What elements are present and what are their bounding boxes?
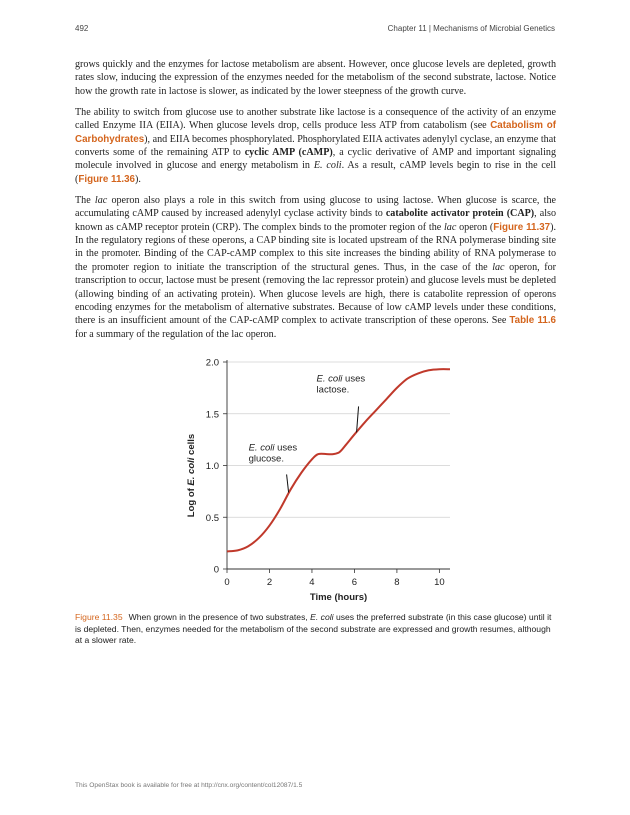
figure-caption: Figure 11.35 When grown in the presence of two substrates, E. coli uses the preferred substrate (in this case glucose) until it is depleted. Then, enzymes needed for the metabolism of the second substrate are expressed and growth resumes, although at a slower rate. (75, 612, 552, 646)
paragraph-1: grows quickly and the enzymes for lactose metabolism are absent. However, once glucose levels are depleted, growth rates slow, inducing the expression of the enzymes needed for the metabolism of the second substrate, lactose. Notice how the growth rate in lactose is slower, as indicated by the lower steepness of the growth curve. (75, 59, 556, 97)
annotation-glucose: E. coli uses glucose. (248, 442, 298, 465)
footer-text: This OpenStax book is available for free at http://cnx.org/content/col12087/1.5 (75, 782, 303, 789)
annotations (249, 373, 366, 492)
x-tick-label: 6 (351, 577, 358, 588)
link-figure-11-36[interactable]: Figure 11.36 (78, 173, 136, 185)
figure-label: Figure 11.35 (75, 612, 123, 622)
y-tick-label: 1.5 (205, 409, 219, 421)
term-cap: catabolite activator protein (CAP) (385, 208, 535, 220)
x-tick-label: 4 (309, 577, 315, 588)
body-text (75, 58, 556, 349)
x-tick-label: 2 (266, 577, 273, 588)
y-tick-label: 0.5 (205, 512, 219, 524)
x-tick-label: 0 (224, 577, 230, 588)
x-axis-title: Time (hours) (309, 592, 368, 603)
x-tick-label: 8 (394, 577, 400, 588)
link-figure-11-37[interactable]: Figure 11.37 (493, 221, 551, 233)
paragraph-3: The lac operon also plays a role in this switch from using glucose to using lactose. When glucose is scarce, the accumulating cAMP caused by increased adenylyl cyclase activity binds to catabolite activator protein (CAP), also known as cAMP receptor protein (CRP). The complex binds to the promoter region of the lac operon (Figure 11.37). In the regulatory regions of these operons, a CAP binding site is located upstream of the RNA polymerase binding site in the promoter. Binding of the CAP-cAMP complex to this site increases the binding ability of RNA polymerase to the promoter region to initiate the transcription of the structural genes. Thus, in the case of the lac operon, for transcription to occur, lactose must be present (removing the lac repressor protein) and glucose levels must be depleted (allowing binding of an activating protein). When glucose levels are high, there is catabolite repression of operons encoding enzymes for the metabolism of alternative substrates. Because of low cAMP levels under these conditions, there is an insufficient amount of the CAP-cAMP complex to activate transcription of these operons. See Table 11.6 for a summary of the regulation of the lac operon. (75, 195, 557, 340)
growth-curve-chart (170, 355, 460, 605)
y-tick-label: 1.0 (205, 461, 219, 472)
y-axis-title: Log of E. coli cells (186, 433, 197, 518)
link-catabolism-of-carbohydrates[interactable]: Catabolism of Carbohydrates (75, 120, 556, 145)
annotation-lactose: E. coli uses lactose. (316, 373, 366, 396)
page-number: 492 (75, 24, 89, 33)
callout-line-glucose (287, 474, 289, 492)
term-cyclic-amp: cyclic AMP (cAMP) (244, 147, 333, 159)
link-table-11-6[interactable]: Table 11.6 (509, 315, 557, 327)
y-tick-label: 0 (213, 564, 219, 576)
y-tick-label: 2.0 (205, 357, 219, 369)
x-tick-label: 10 (434, 577, 445, 588)
paragraph-2: The ability to switch from glucose use to another substrate like lactose is a consequence of the activity of an enzyme called Enzyme IIA (EIIA). When glucose levels drop, cells produce less ATP from catabolism (see Catabolism of Carbohydrates), and EIIA becomes phosphorylated. Phosphorylated EIIA activates adenylyl cyclase, an enzyme that converts some of the remaining ATP to cyclic AMP (cAMP), a cyclic derivative of AMP and important signaling molecule involved in glucose and energy metabolism in E. coli. As a result, cAMP levels begin to rise in the cell (Figure 11.36). (75, 107, 557, 185)
running-head: Chapter 11 | Mechanisms of Microbial Genetics (387, 24, 555, 33)
